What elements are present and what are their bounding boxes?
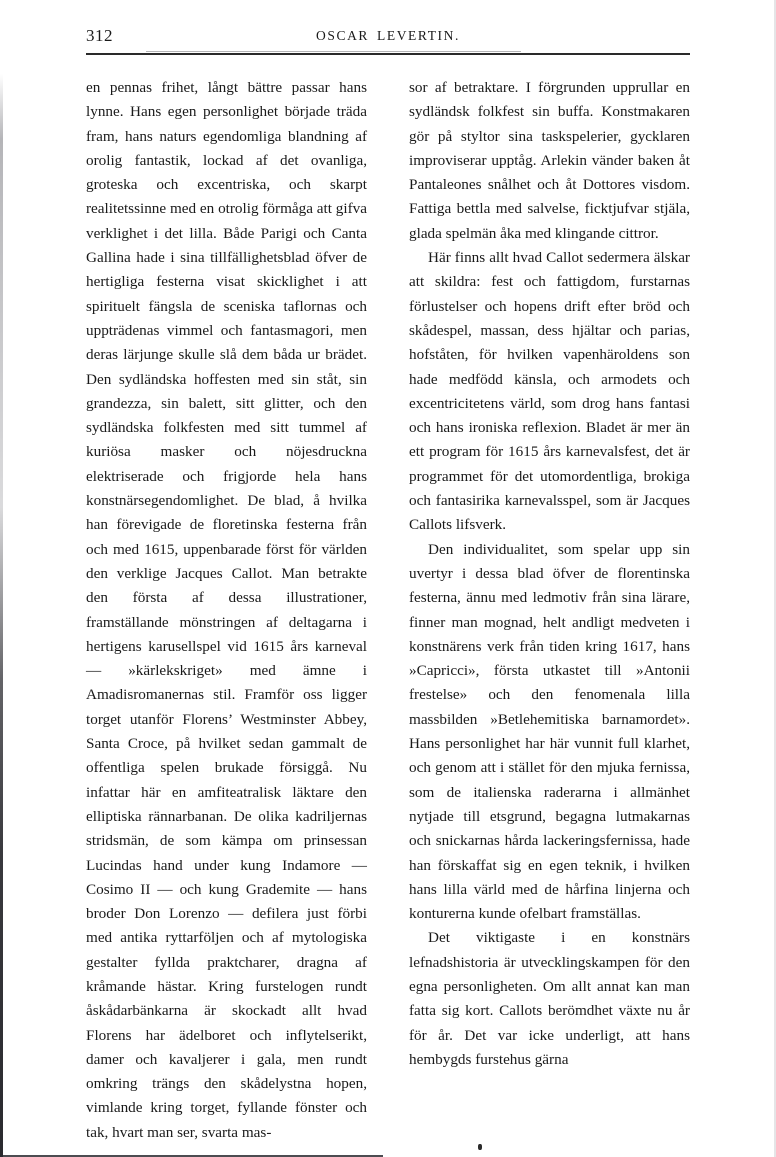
column-left: [86, 76, 367, 1145]
paragraph: en pennas frihet, långt bättre passar hans lynne. Hans egen personlighet började träda fram, hans naturs egendomliga blandning af orolig fantastik, lockad af det ovanliga, groteska och excentriska, och skarpt realitetssinne med en otrolig förmåga att gifva verklighet i det lilla. Både Parigi och Canta Gallina hade i sina tillfällighetsblad öfver de hertigliga festerna visat skicklighet i att spirituelt fängsla de sceniska taflornas och uppträdenas vimmel och fantasmagori, men deras lärjunge skulle slå dem båda ur brädet. Den sydländska hoffesten med sin ståt, sin grandezza, sin balett, sitt glitter, och den sydländska folkfesten med sitt tummel af kuriösa masker och nöjesdruckna elektriserade och frigjorde hela hans konstnärsegendomlighet. De blad, å hvilka han förevigade de floretinska festerna från och med 1615, uppenbarade först för världen den verklige Jacques Callot. Man betrakte den första af dessa illustrationer, framställande mönstringen af deltagarna i hertigens karusellspel vid 1615 års karneval — »kärlekskriget» med ämne i Amadisromanernas stil. Framför oss ligger torget utanför Florens’ Westminster Abbey, Santa Croce, på hvilket sedan gammalt de offentliga spelen brukade försiggå. Nu infattar här en amfiteatralisk läktare den elliptiska rännarbanan. De olika kadriljernas stridsmän, de som kämpa om prinsessan Lucindas hand under kung Indamore — Cosimo II — och kung Grademite — hans broder Don Lorenzo — defilera just förbi med antika ryttarföljen och af mytologiska gestalter fyllda praktcharer, dragna af kråmande hästar. Kring furstelogen rundt åskådarbänkarna är skockadt allt hvad Florens har ädelboret och inflytelserikt, damer och kavaljerer i gala, men rundt omkring trängs den skådelystna hopen, vimlande kring torget, fyllande fönster och tak, hvart man ser, svarta mas-: [86, 79, 367, 1141]
text-body: [86, 76, 690, 1145]
column-right: [409, 76, 690, 1145]
page-number: 312: [86, 26, 113, 45]
paragraph: sor af betraktare. I förgrunden upprullar en sydländsk folkfest sin buffa. Konstmakaren gör på styltor sina taskspelerier, gycklaren improviserar upptåg. Arlekin vänder baken åt Pantaleones snålhet och åt Dottores visdom. Fattiga bettla med salvelse, ficktjufvar stjäla, glada spelmän åka med klingande cittror.: [409, 79, 690, 242]
scan-edge-artifact-left: [0, 74, 3, 1157]
paragraph: Den individualitet, som spelar upp sin uvertyr i dessa blad öfver de florentinska festerna, ännu med ledmotiv från sina lärare, finner man mognad, helt andligt medveten i konstnärens verk från tiden kring 1617, hans »Capricci», första utkastet till »Antonii frestelse» och den fenomenala lilla massbilden »Betlehemitiska barnamordet». Hans personlighet har här vunnit full klarhet, och genom att i stället för den mjuka fernissa, som de italienska raderarna i allmänhet nytjade till etsgrund, begagna lutmakarnas och snickarnas hårda lackeringsfernissa, hade han förskaffat sig en egen teknik, i hvilken hans lilla värld med de hårfina linjerna och konturerna kunde ofelbart framställas.: [409, 540, 690, 923]
running-head: OSCAR LEVERTIN.: [316, 28, 460, 43]
paragraph: Här finns allt hvad Callot sedermera älskar att skildra: fest och fattigdom, furstarnas förlustelser och hopens drift efter bröd och skådespel, massan, dess hjältar och parias, hofståten, för hvilken vapenhäroldens son hade medfödd känsla, och armodets och excentricitetens värld, som drog hans fantasi och hans ironiska reflexion. Bladet är mer än ett program för 1615 års karnevalsfest, det är programmet för det utomordentliga, brokiga och fantasirika karnevalsspel, som är Jacques Callots lifsverk.: [409, 249, 690, 534]
paragraph: Det viktigaste i en konstnärs lefnadshistoria är utvecklingskampen för den egna personligheten. Om allt annat kan man fatta sig kort. Callots berömdhet växte nu år för år. Det var icke underligt, att hans hembygds furstehus gärna: [409, 929, 690, 1068]
header-divider: [86, 53, 690, 55]
